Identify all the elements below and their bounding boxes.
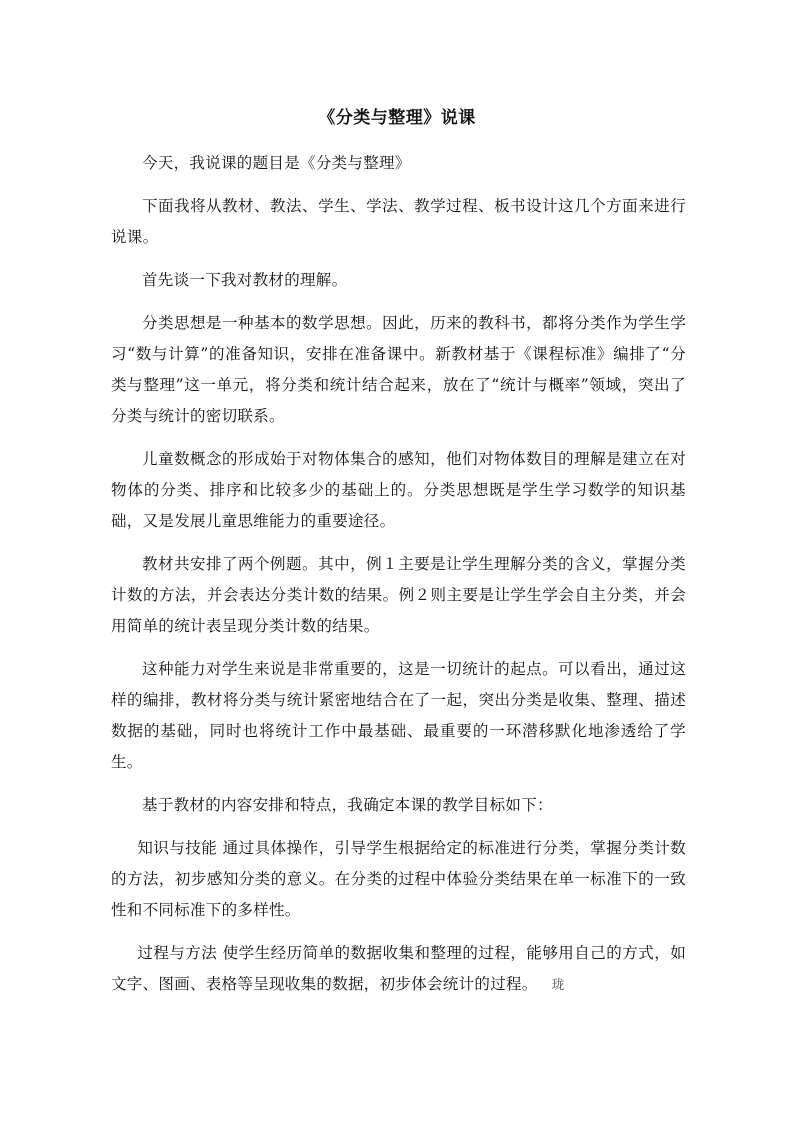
paragraph-examples: 教材共安排了两个例题。其中，例１主要是让学生理解分类的含义，掌握分类计数的方法，并会表达分类计数的结果。例２则主要是让学生学会自主分类，并会用简单的统计表呈现分类计数的结果。 <box>111 555 686 635</box>
paragraph-textbook-intro: 首先谈一下我对教材的理解。 <box>142 271 348 289</box>
paragraph-outline: 下面我将从教材、教法、学生、学法、教学过程、板书设计这几个方面来进行说课。 <box>111 197 686 246</box>
paragraph-statistics-importance: 这种能力对学生来说是非常重要的，这是一切统计的起点。可以看出，通过这样的编排，教材将分类与统计紧密地结合在了一起，突出分类是收集、整理、描述数据的基础，同时也将统计工作中最基础、最重要的一环潜移默化地渗透给了学生。 <box>111 660 686 771</box>
paragraph-number-concept: 儿童数概念的形成始于对物体集合的感知，他们对物体数目的理解是建立在对物体的分类、排序和比较多少的基础上的。分类思想既是学生学习数学的知识基础，又是发展儿童思维能力的重要途径。 <box>111 450 686 530</box>
paragraph-teaching-goals: 基于教材的内容安排和特点，我确定本课的教学目标如下： <box>142 796 553 814</box>
paragraph-classification-idea: 分类思想是一种基本的数学思想。因此，历来的教科书，都将分类作为学生学习“数与计算”的准备知识，安排在准备课中。新教材基于《课程标准》编排了“分类与整理”这一单元，将分类和统计结合起来，放在了“统计与概率”领域，突出了分类与统计的密切联系。 <box>111 314 686 425</box>
paragraph-knowledge-skills: 知识与技能 通过具体操作，引导学生根据给定的标准进行分类，掌握分类计数的方法，初步感知分类的意义。在分类的过程中体验分类结果在单一标准下的一致性和不同标准下的多样性。 <box>111 839 686 919</box>
document-title: 《分类与整理》说课 <box>318 108 476 128</box>
paragraph-process-methods <box>111 938 686 1001</box>
trailing-mark: 珑 <box>551 978 565 993</box>
process-methods-text: 过程与方法 使学生经历简单的数据收集和整理的过程，能够用自己的方式，如文字、图画、表格等呈现收集的数据，初步体会统计的过程。 <box>111 944 686 993</box>
paragraph-intro: 今天，我说课的题目是《分类与整理》 <box>142 154 411 172</box>
document-body <box>111 148 686 1013</box>
